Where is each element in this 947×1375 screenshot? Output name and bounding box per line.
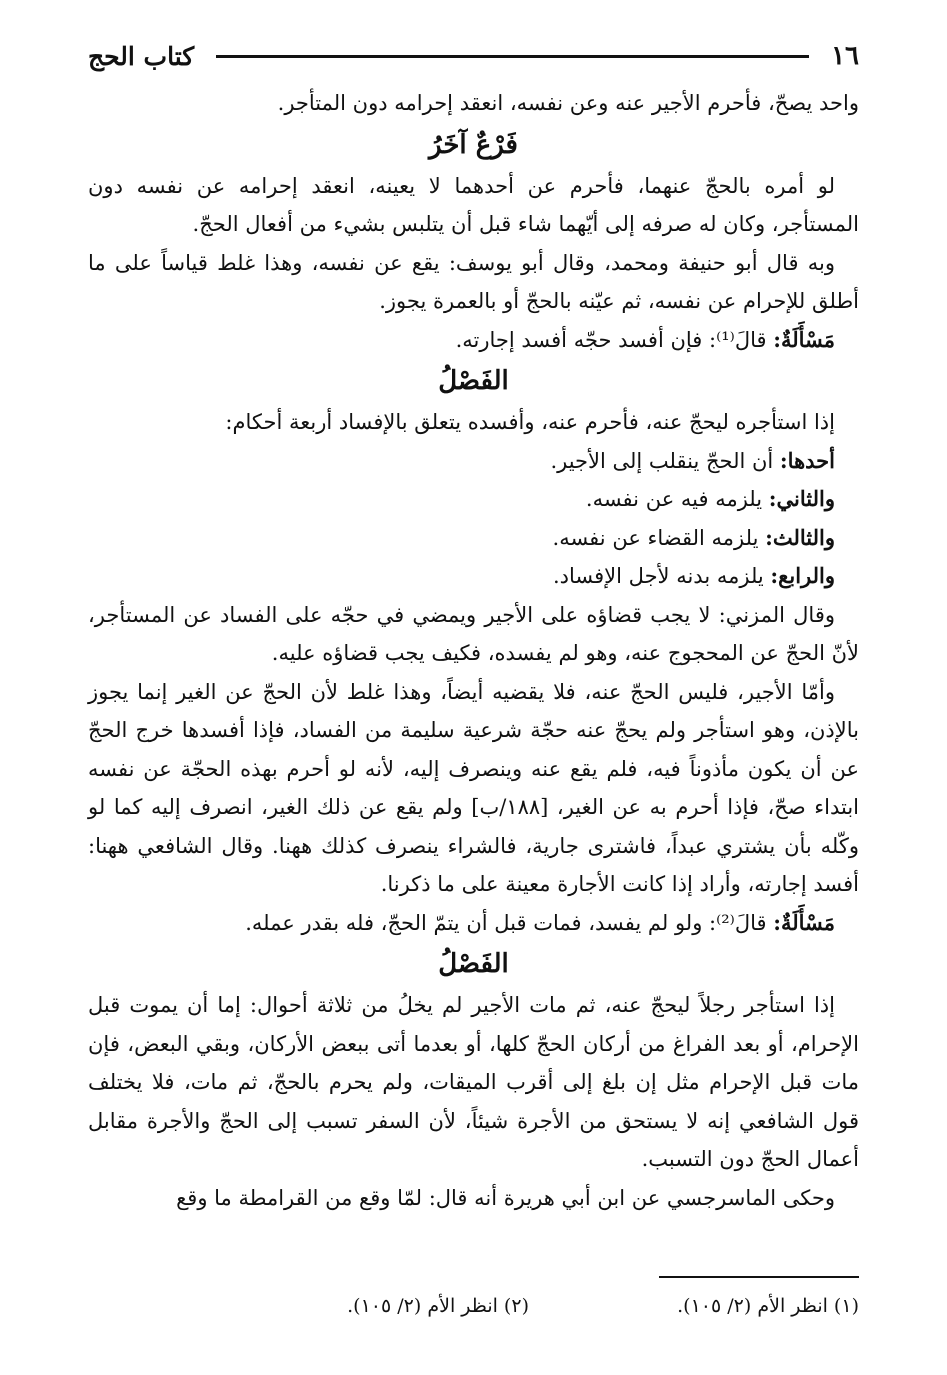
masala-text: قالَ⁽¹⁾: فإن أفسد حجّه أفسد إجارته. — [455, 327, 774, 352]
running-header — [88, 36, 859, 76]
footnote-rule — [659, 1276, 859, 1278]
masala-text: قالَ⁽²⁾: ولو لم يفسد، فمات قبل أن يتمّ الحجّ، فله بقدر عمله. — [245, 910, 774, 935]
paragraph: إذا استأجره ليحجّ عنه، فأحرم عنه، وأفسده يتعلق بالإفساد أربعة أحكام: — [225, 410, 835, 434]
footnote-2: (٢) انظر الأم (٢/ ١٠٥). — [347, 1295, 529, 1317]
ruling-label: والثالث: — [765, 524, 835, 550]
page-body — [88, 84, 859, 1217]
section-heading-far-akhar: فَرْعٌ آخَرُ — [429, 129, 518, 160]
ruling-text: يلزمه بدنه لأجل الإفساد. — [552, 564, 771, 588]
paragraph: وأمّا الأجير، فليس الحجّ عنه، فلا يقضيه أيضاً، وهذا غلط لأن الحجّ عن الغير إنما يجوز بالإذن، وهو استأجر ولم يحجّ عنه حجّة شرعية سليمة من الفساد، فإذا أفسدها خرج الحجّ عن أن يكون مأذوناً فيه، فلم يقع عنه وينصرف إليه، لأنه لو أحرم بهذه الحجّة عن نفسه ابتداء صحّ، فإذا أحرم به عن الغير، [١٨٨/ب] ولم يقع عن ذلك الغير، انصرف إليه كما لو وكّله بأن يشتري عبداً، فاشترى جارية، فالشراء ينصرف كذلك ههنا. وقال الشافعي ههنا: أفسد إجارته، وأراد إذا كانت الأجارة معينة على ما ذكرنا. — [88, 679, 860, 896]
paragraph: وبه قال أبو حنيفة ومحمد، وقال أبو يوسف: يقع عن نفسه، وهذا غلط قياساً على ما أطلق للإحرام عن نفسه، ثم عيّنه بالحجّ أو بالعمرة يجوز. — [88, 250, 859, 313]
page-number: ١٦ — [831, 41, 859, 71]
ruling-label: والرابع: — [770, 563, 835, 588]
ruling-text: أن الحجّ ينقلب إلى الأجير. — [550, 448, 780, 473]
masala-label: مَسْأَلَةٌ: — [773, 326, 835, 352]
masala-label: مَسْأَلَةٌ: — [773, 909, 835, 935]
ruling-item — [88, 519, 859, 558]
paragraph: وقال المزني: لا يجب قضاؤه على الأجير ويمضي في حجّه على الفساد عن المستأجر، لأنّ الحجّ عن المحجوج عنه، وهو لم يفسده، فكيف يجب قضاؤه عليه. — [88, 602, 859, 665]
ruling-text: يلزمه فيه عن نفسه. — [585, 487, 769, 511]
ruling-item — [88, 442, 859, 481]
footnotes — [88, 1290, 859, 1322]
chapter-title: كتاب الحج — [88, 41, 195, 71]
masala-line — [88, 904, 859, 943]
ruling-label: والثاني: — [768, 486, 835, 511]
continued-line: واحد يصحّ، فأحرم الأجير عنه وعن نفسه، انعقد إحرامه دون المتأجر. — [277, 91, 859, 115]
paragraph: لو أمره بالحجّ عنهما، فأحرم عن أحدهما لا يعينه، انعقد إحرامه عن نفسه دون المستأجر، وكان له صرفه إلى أيّهما شاء قبل أن يتلبس بشيء من أفعال الحجّ. — [88, 173, 859, 236]
ruling-item — [88, 480, 859, 519]
section-heading-fasl: الفَصْلُ — [438, 366, 509, 396]
header-rule — [216, 55, 809, 58]
masala-line — [88, 321, 859, 360]
paragraph: وحكى الماسرجسي عن ابن أبي هريرة أنه قال: لمّا وقع من القرامطة ما وقع — [176, 1185, 835, 1210]
paragraph: إذا استأجر رجلاً ليحجّ عنه، ثم مات الأجير لم يخلُ من ثلاثة أحوال: إما أن يموت قبل الإحرام، أو بعد الفراغ من أركان الحجّ كلها، أو بعدما أتى ببعض الأركان، وبقي البعض، فإن مات قبل الإحرام مثل إن بلغ إلى أقرب الميقات، ولم يحرم بالحجّ، ثم مات، فلا يختلف قول الشافعي إنه لا يستحق من الأجرة شيئاً، لأن السفر تسبب إلى الحجّ والأجرة مقابل أعمال الحجّ دون التسبب. — [88, 993, 859, 1171]
footnote-1: (١) انظر الأم (٢/ ١٠٥). — [677, 1295, 859, 1317]
ruling-text: يلزمه القضاء عن نفسه. — [552, 525, 766, 550]
ruling-item — [88, 557, 859, 596]
section-heading-fasl: الفَصْلُ — [438, 949, 509, 979]
ruling-label: أحدها: — [779, 447, 835, 473]
